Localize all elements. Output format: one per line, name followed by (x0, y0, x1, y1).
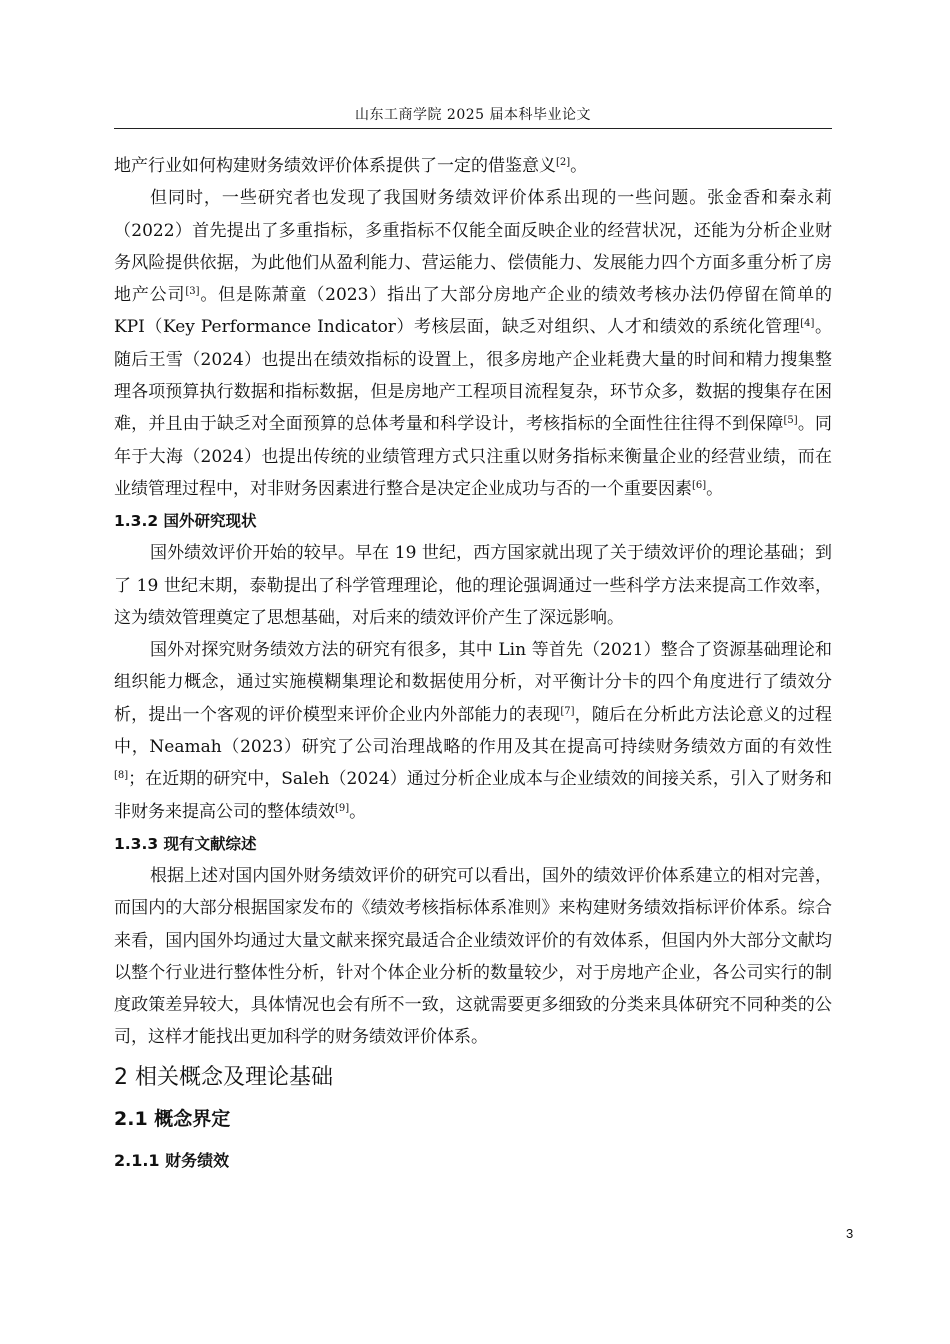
paragraph-text: 地产行业如何构建财务绩效评价体系提供了一定的借鉴意义 (114, 156, 556, 176)
paragraph-continuation (114, 150, 832, 182)
citation: [3] (185, 286, 200, 298)
paragraph-text: ，随后在分析此方法论意义的过程中，Neamah（2023）研究了公司治理战略的作用及其在提高可持续财务绩效方面的有效性 (114, 704, 833, 758)
citation: [8] (114, 770, 129, 782)
chapter-heading-2: 2 相关概念及理论基础 (114, 1064, 333, 1090)
citation: [5] (783, 415, 798, 427)
paragraph-domestic-issues (114, 182, 832, 505)
citation: [6] (692, 479, 707, 491)
page-body (114, 150, 832, 1176)
citation: [9] (335, 802, 350, 814)
paragraph-foreign-history: 国外绩效评价开始的较早。早在 19 世纪，西方国家就出现了关于绩效评价的理论基础；到了 19 世纪末期，泰勒提出了科学管理理论，他的理论强调通过一些科学方法来提高工作效率，这为绩效管理奠定了思想基础，对后来的绩效评价产生了深远影响。 (114, 543, 832, 628)
paragraph-text: 。 (570, 156, 588, 176)
paragraph-foreign-methods (114, 634, 832, 828)
section-heading-2-1-1: 2.1.1 财务绩效 (114, 1150, 230, 1170)
section-heading-1-3-3: 1.3.3 现有文献综述 (114, 834, 257, 853)
paragraph-text: ；在近期的研究中，Saleh（2024）通过分析企业成本与企业绩效的间接关系，引入了财务和非财务来提高公司的整体绩效 (114, 769, 832, 822)
header-title: 山东工商学院 2025 届本科毕业论文 (354, 107, 592, 123)
paragraph-text: 。 (706, 478, 724, 499)
section-heading-2-1: 2.1 概念界定 (114, 1107, 231, 1130)
paragraph-text: 但同时，一些研究者也发现了我国财务绩效评价体系出现的一些问题。张金香和秦永莉（2022）首先提出了多重指标，多重指标不仅能全面反映企业的经营状况，还能为分析企业财务风险提供依据，为此他们从盈利能力、营运能力、偿债能力、发展能力四个方面多重分析了房地产公司 (114, 188, 832, 306)
citation: [7] (560, 705, 575, 717)
citation: [4] (800, 318, 815, 330)
paragraph-text: 。 (349, 801, 367, 822)
section-heading-1-3-2: 1.3.2 国外研究现状 (114, 512, 257, 531)
paragraph-text: 。但是陈萧童（2023）指出了大部分房地产企业的绩效考核办法仍停留在简单的 KPI（Key Performance Indicator）考核层面，缺乏对组织、人才和绩效的系统化管理 (114, 285, 833, 338)
paragraph-text: 。随后王雪（2024）也提出在绩效指标的设置上，很多房地产企业耗费大量的时间和精力搜集整理各项预算执行数据和指标数据，但是房地产工程项目流程复杂，环节众多，数据的搜集存在困难，并且由于缺乏对全面预算的总体考量和科学设计，考核指标的全面性往往得不到保障 (114, 317, 833, 435)
paragraph-literature-review: 根据上述对国内国外财务绩效评价的研究可以看出，国外的绩效评价体系建立的相对完善，而国内的大部分根据国家发布的《绩效考核指标体系准则》来构建财务绩效指标评价体系。综合来看，国内国外均通过大量文献来探究最适合企业绩效评价的有效体系，但国内外大部分文献均以整个行业进行整体性分析，针对个体企业分析的数量较少，对于房地产企业，各公司实行的制度政策差异较大，具体情况也会有所不一致，这就需要更多细致的分类来具体研究不同种类的公司，这样才能找出更加科学的财务绩效评价体系。 (114, 865, 832, 1048)
paragraph-text: 国外对探究财务绩效方法的研究有很多，其中 Lin 等首先（2021）整合了资源基础理论和组织能力概念，通过实施模糊集理论和数据使用分析，对平衡计分卡的四个角度进行了绩效分析，提出一个客观的评价模型来评价企业内外部能力的表现 (114, 640, 832, 725)
header-divider (114, 128, 832, 129)
page-number: 3 (846, 1226, 854, 1241)
paragraph-text: 。同年于大海（2024）也提出传统的业绩管理方式只注重以财务指标来衡量企业的经营业绩，而在业绩管理过程中，对非财务因素进行整合是决定企业成功与否的一个重要因素 (114, 414, 833, 499)
citation: [2] (556, 157, 571, 168)
